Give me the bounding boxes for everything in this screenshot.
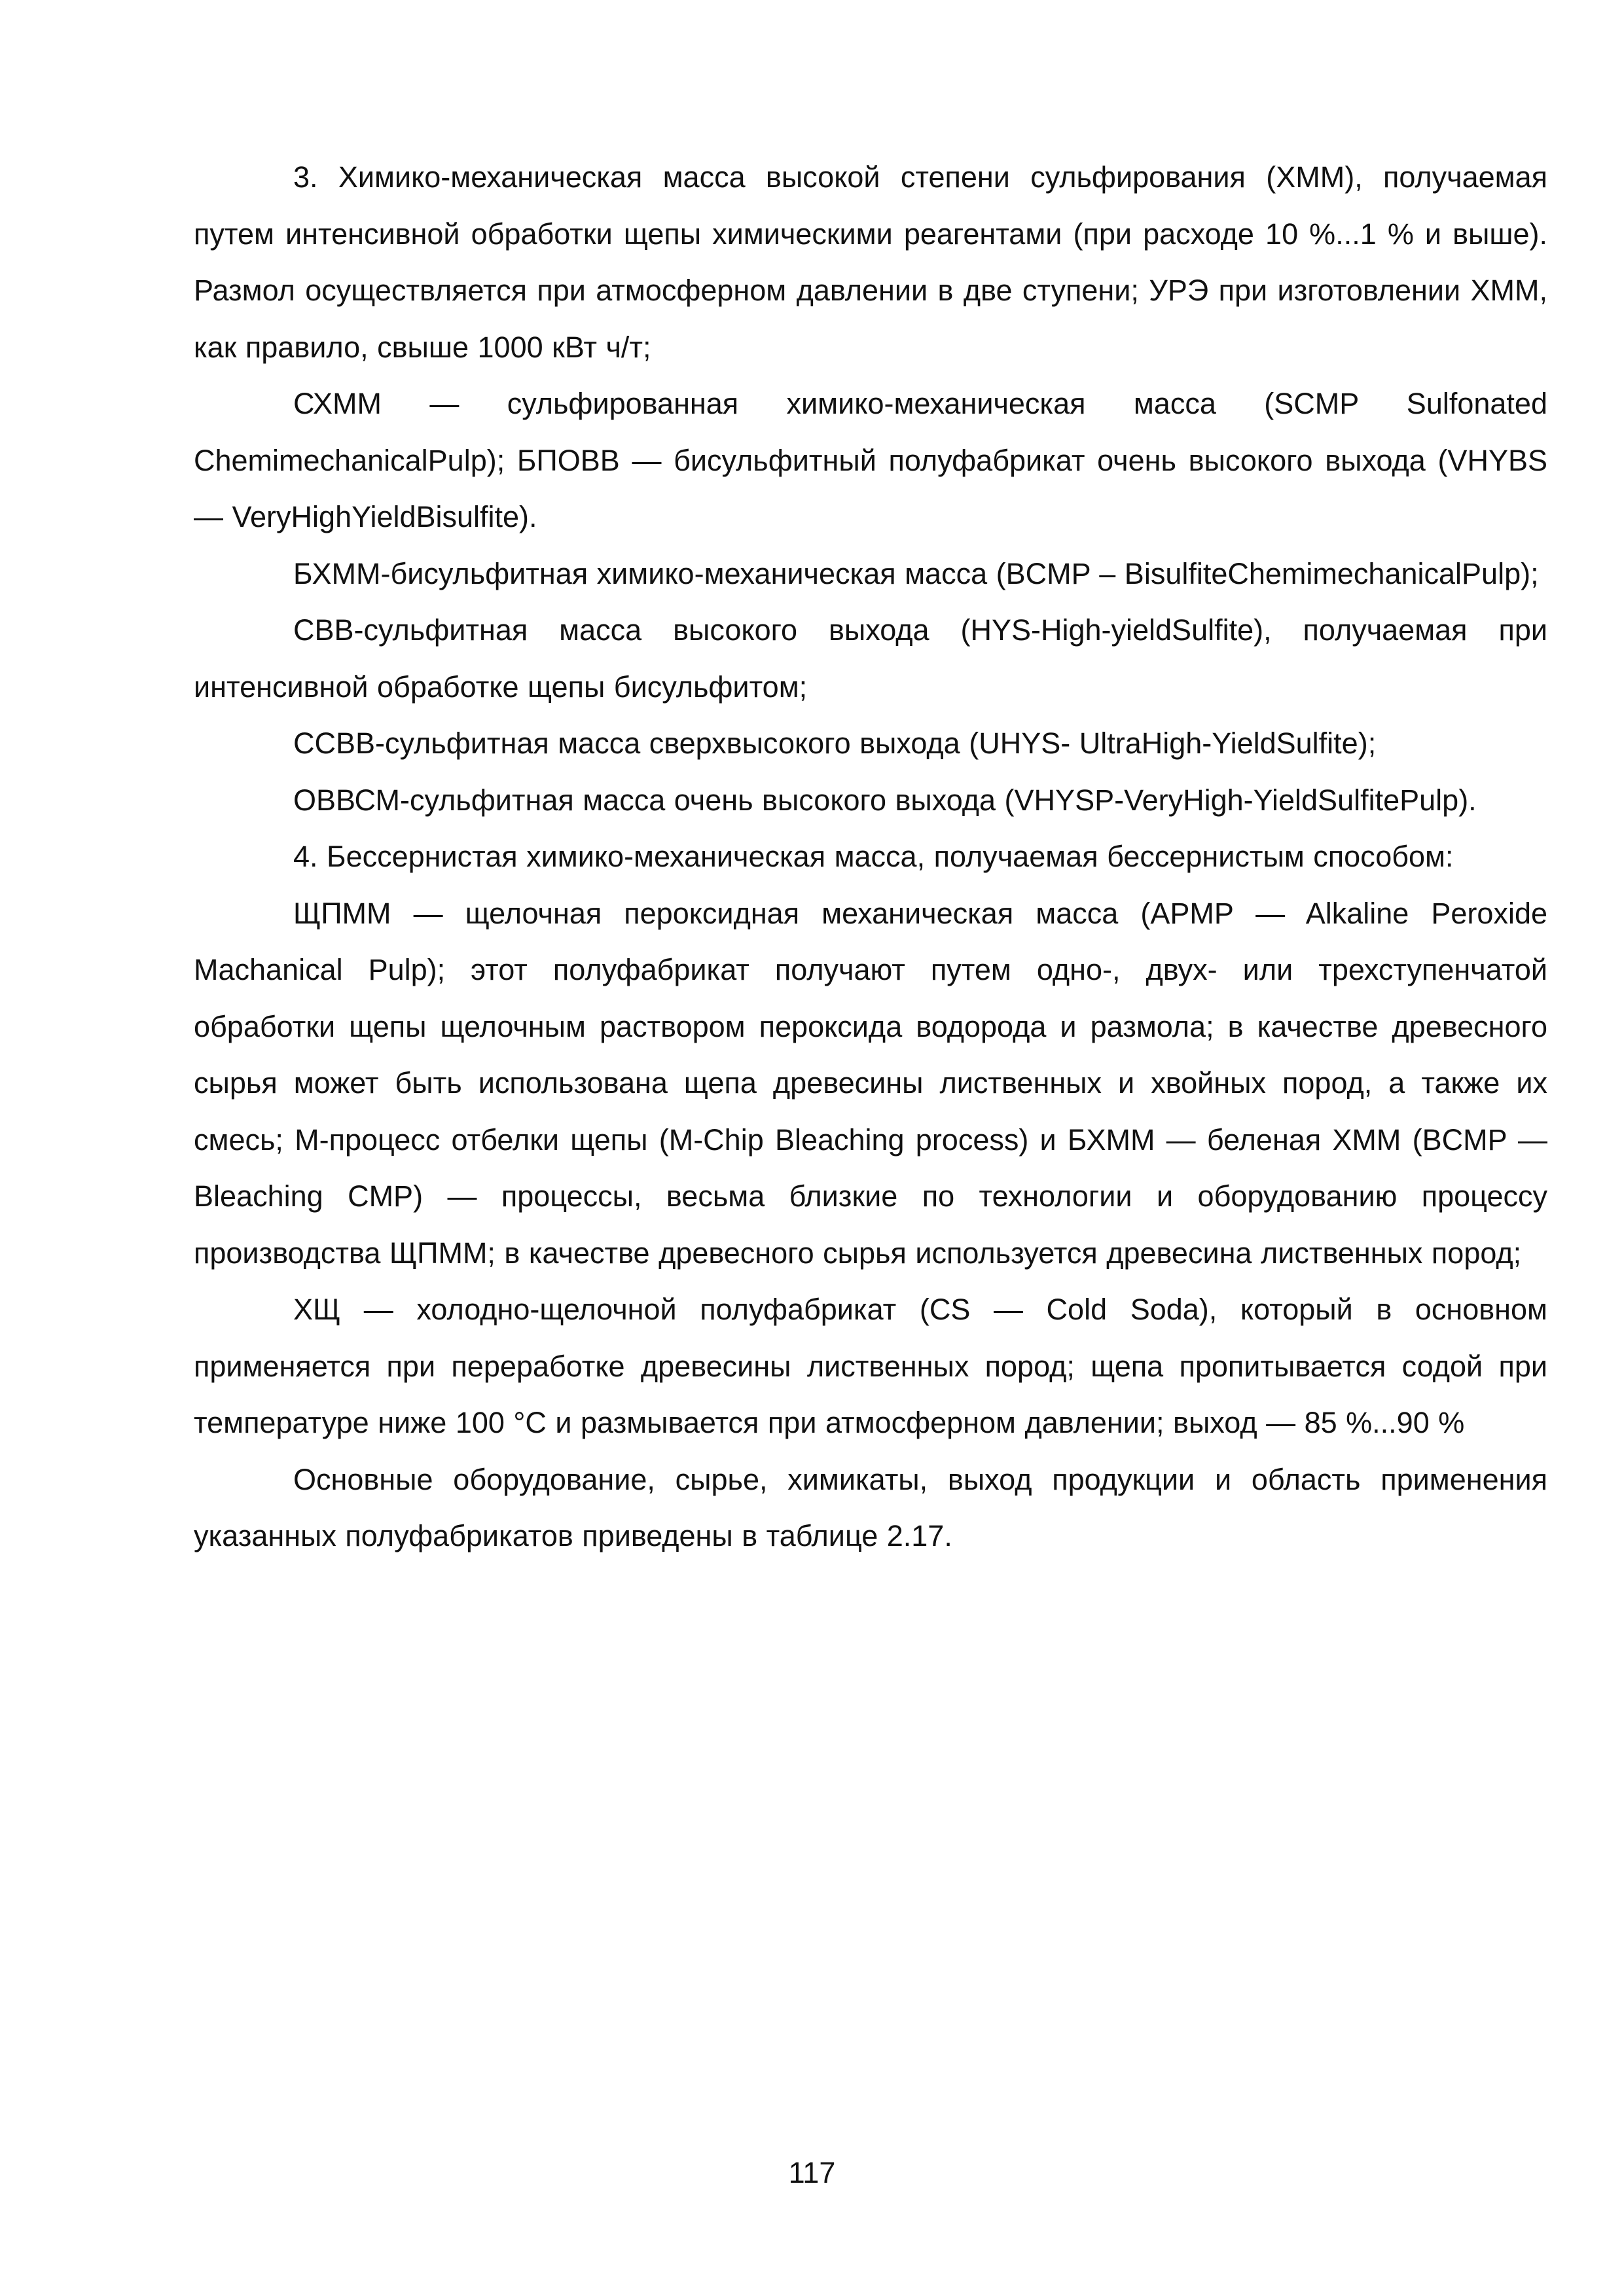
paragraph-svv: СВВ-сульфитная масса высокого выхода (HYS-High-yieldSulfite), получаемая при интенсивной обработке щепы бисульфитом;	[194, 613, 1547, 704]
paragraph-ovvsm: ОВВСМ-сульфитная масса очень высокого выхода (VHYSP-VeryHigh-YieldSulfitePulp).	[293, 783, 1477, 817]
paragraph-ssvv: ССВВ-сульфитная масса сверхвысокого выхода (UHYS- UltraHigh-YieldSulfite);	[293, 726, 1377, 760]
paragraph-bhmm: БХММ-бисульфитная химико-механическая масса (BCMP – BisulfiteChemimechanicalPulp);	[293, 556, 1539, 590]
paragraph-shmm: СХММ — сульфированная химико-механическая масса (SCMP Sulfonated ChemimechanicalPulp); БПОВВ — бисульфитный полуфабрикат очень высокого выхода (VHYBS — VeryHighYieldBisulfite).	[194, 387, 1547, 533]
paragraph-hsh: ХЩ — холодно-щелочной полуфабрикат (CS — Cold Soda), который в основном применяется при переработке древесины лиственных пород; щепа пропитывается содой при температуре ниже 100 °С и размывается при атмосферном давлении; выход — 85 %...90 %	[194, 1293, 1547, 1439]
paragraph-sulfur-free-heading: 4. Бессернистая химико-механическая масса, получаемая бессернистым способом:	[293, 840, 1454, 873]
page-body	[194, 149, 1547, 1565]
paragraph-hmm: 3. Химико-механическая масса высокой степени сульфирования (ХММ), получаемая путем интенсивной обработки щепы химическими реагентами (при расходе 10 %...1 % и выше). Размол осуществляется при атмосферном давлении в две ступени; УРЭ при изготовлении ХММ, как правило, свыше 1000 кВт ч/т;	[194, 160, 1547, 364]
paragraph-shpmm: ЩПММ — щелочная пероксидная механическая масса (APMP — Alkaline Peroxide Machanical Pulp); этот полуфабрикат получают путем одно-, двух- или трехступенчатой обработки щепы щелочным раствором пероксида водорода и размола; в качестве древесного сырья может быть использована щепа древесины лиственных и хвойных пород, а также их смесь; М-процесс отбелки щепы (M-Chip Bleaching process) и БХММ — беленая ХММ (BCMP — Bleaching CMP) — процессы, весьма близкие по технологии и оборудованию процессу производства ЩПММ; в качестве древесного сырья используется древесина лиственных пород;	[194, 896, 1547, 1270]
paragraph-summary: Основные оборудование, сырье, химикаты, выход продукции и область применения указанных полуфабрикатов приведены в таблице 2.17.	[194, 1462, 1547, 1552]
page-number: 117	[788, 2156, 836, 2189]
